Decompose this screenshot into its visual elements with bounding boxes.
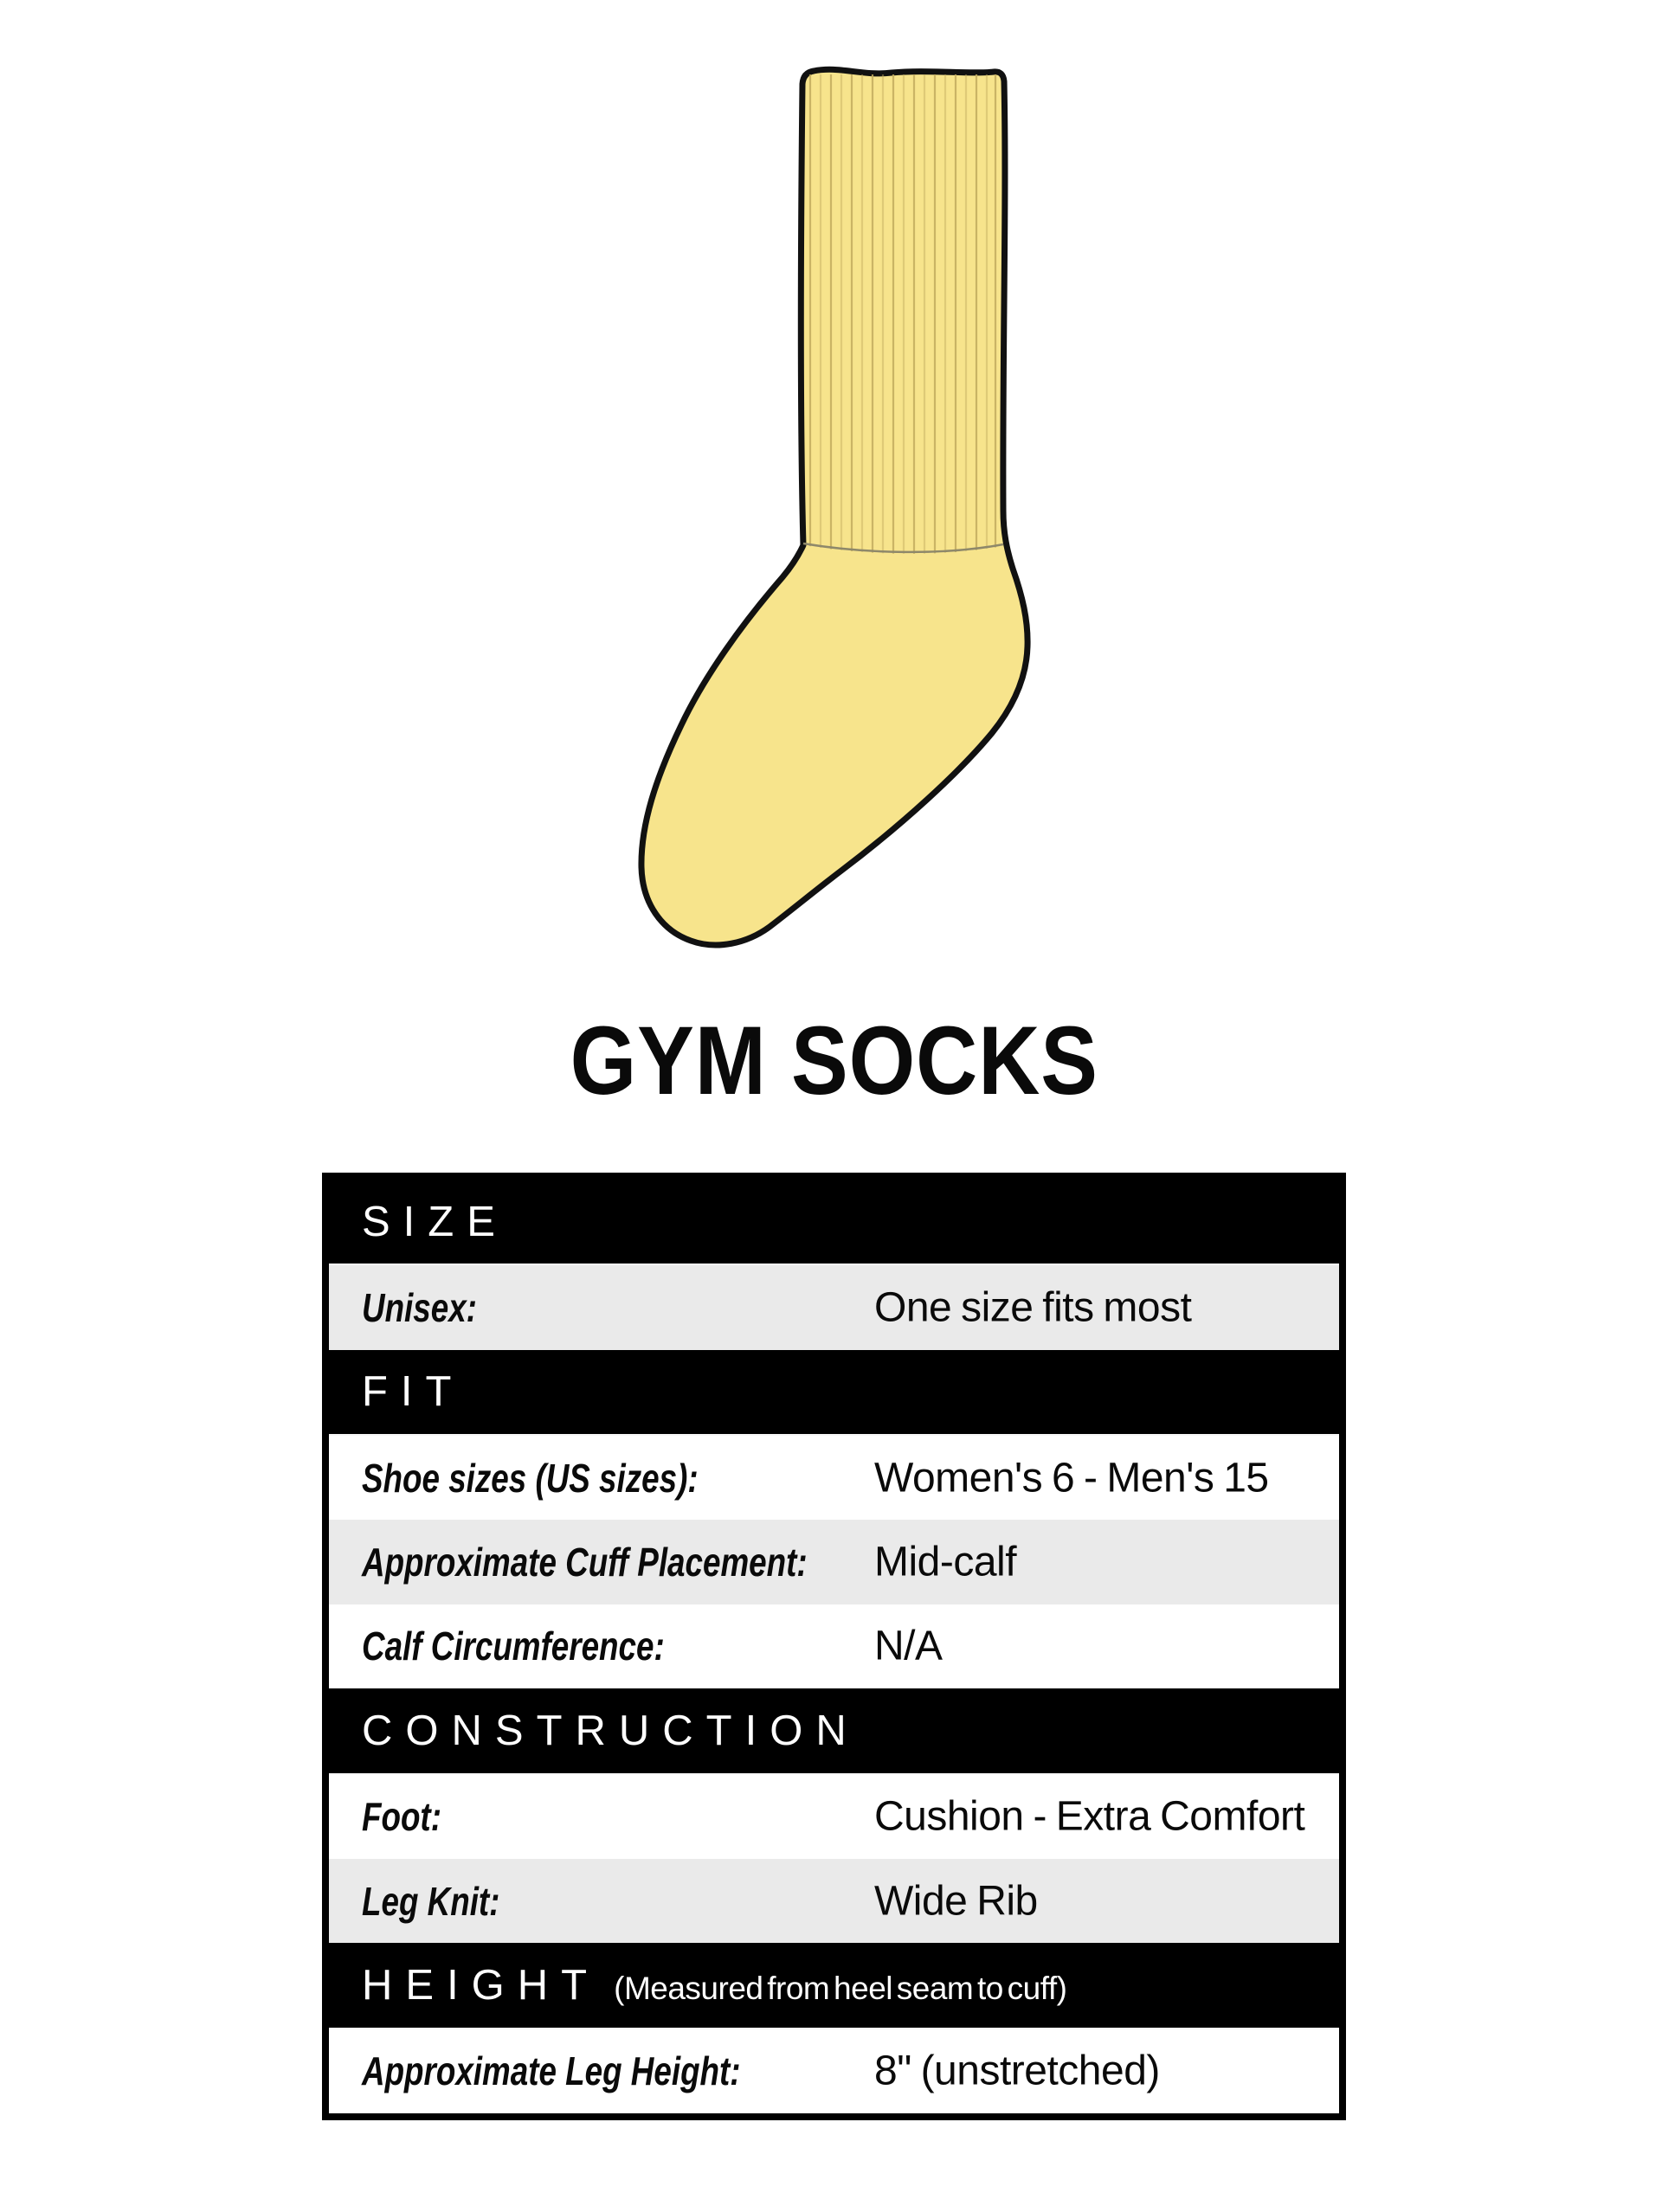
section-header-fit (329, 1350, 1339, 1436)
sock-body-shape (641, 69, 1027, 945)
spec-row (329, 1436, 1339, 1520)
section-header-size (329, 1180, 1339, 1265)
spec-row-value: Cushion - Extra Comfort (874, 1793, 1305, 1840)
spec-row-value: Wide Rib (874, 1878, 1038, 1925)
spec-row-label: Calf Circumference: (362, 1624, 665, 1669)
section-header-line (362, 1961, 1066, 2009)
spec-table (322, 1173, 1346, 2120)
section-header-construction (329, 1688, 1339, 1774)
section-header-line (362, 1707, 860, 1755)
sock-illustration (606, 43, 1039, 961)
spec-row (329, 1265, 1339, 1349)
section-header-line (362, 1367, 464, 1416)
page-title-text: GYM SOCKS (570, 1006, 1098, 1115)
spec-row (329, 1859, 1339, 1943)
section-header-note: (Measured from heel seam to cuff) (614, 1970, 1067, 2006)
spec-row-value: Women's 6 - Men's 15 (874, 1455, 1269, 1501)
spec-row (329, 1604, 1339, 1688)
spec-row (329, 1520, 1339, 1604)
spec-row-label: Approximate Cuff Placement: (362, 1540, 808, 1585)
section-header-label: CONSTRUCTION (362, 1707, 860, 1754)
spec-row-label: Approximate Leg Height: (362, 2048, 741, 2094)
spec-row-label: Unisex: (362, 1285, 477, 1331)
spec-row-label: Foot: (362, 1794, 441, 1840)
spec-row-label: Shoe sizes (US sizes): (362, 1455, 699, 1501)
spec-row (329, 2029, 1339, 2113)
section-header-label: FIT (362, 1368, 465, 1416)
section-header-label: SIZE (362, 1198, 508, 1245)
spec-row-value: One size fits most (874, 1284, 1192, 1331)
spec-row-value: Mid-calf (874, 1539, 1017, 1585)
spec-row-value: 8" (unstretched) (874, 2048, 1160, 2094)
sock-illustration-svg (606, 43, 1039, 961)
section-header-line (362, 1198, 508, 1246)
spec-row (329, 1775, 1339, 1859)
section-header-height (329, 1943, 1339, 2029)
spec-row-value: N/A (874, 1623, 943, 1669)
page-title (0, 1002, 1668, 1119)
section-header-label: HEIGHT (362, 1961, 601, 2009)
spec-row-label: Leg Knit: (362, 1878, 500, 1924)
